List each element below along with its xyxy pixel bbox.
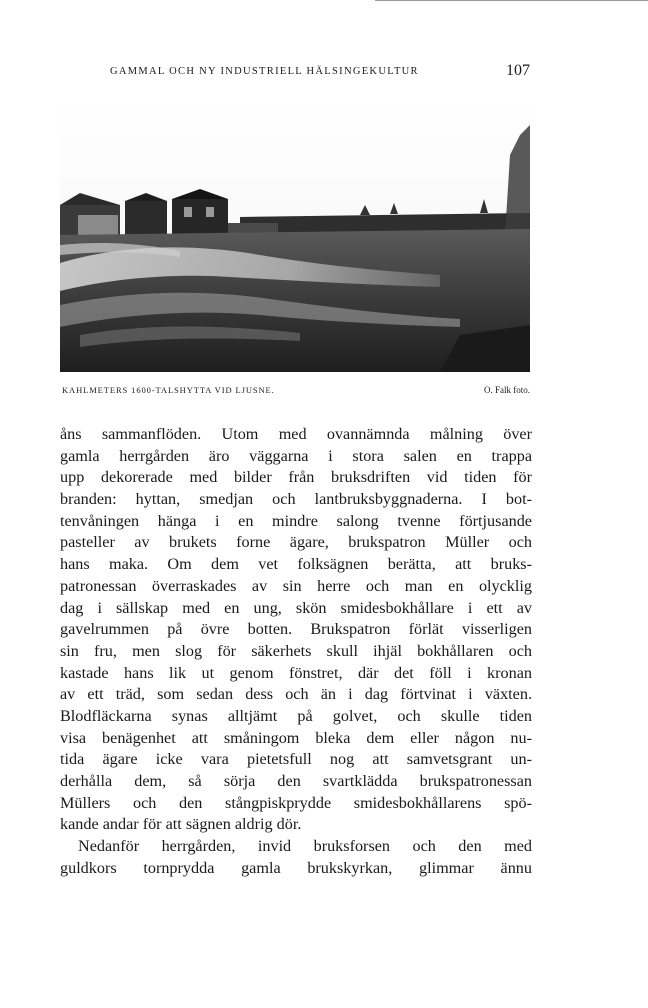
text-line: hans maka. Om dem vet folksägnen berätta, att bruks- [60, 555, 532, 574]
top-edge-rule [375, 0, 648, 1]
text-line: gavelrummen på övre botten. Brukspatron förlät visserligen [60, 620, 532, 639]
running-header [62, 62, 530, 82]
text-line: åns sammanflöden. Utom med ovannämnda målning över [60, 425, 532, 443]
running-title: GAMMAL OCH NY INDUSTRIELL HÄLSINGEKULTUR [110, 66, 419, 77]
text-line: pasteller av brukets forne ägare, brukspatron Müller och [60, 533, 532, 552]
photograph-image [60, 95, 530, 372]
text-line: dag i sällskap med en ung, skön smidesbokhållare i ett av [60, 598, 532, 617]
text-line: kastade hans lik ut genom fönstret, där det föll i kronan [60, 663, 532, 682]
text-line: Blodfläckarna synas alltjämt på golvet, och skulle tiden [60, 706, 532, 725]
page-number: 107 [506, 62, 530, 79]
text-line: kande andar för att sägnen aldrig dör. [60, 815, 302, 834]
text-line: tida ägare icke vara pietetsfull nog att samvetsgrant un- [60, 750, 532, 769]
text-line: Müllers och den stångpiskprydde smidesbokhållarens spö- [60, 793, 532, 812]
photograph-smelter-at-rapids [60, 95, 530, 372]
caption-title: KAHLMETERS 1600-TALSHYTTA VID LJUSNE. [62, 385, 275, 395]
text-line: av ett träd, som sedan dess och än i dag förtvinat i växten. [60, 685, 532, 704]
photo-credit: O. Falk foto. [484, 385, 530, 395]
text-line: upp dekorerade med bilder från bruksdriften vid tiden för [60, 468, 532, 487]
text-line: derhålla dem, så sörja den svartklädda brukspatronessan [60, 772, 532, 790]
text-line: gamla herrgården äro väggarna i stora salen en trappa [60, 446, 532, 465]
text-line: Nedanför herrgården, invid bruksforsen och den med [78, 837, 532, 856]
figure-caption [62, 385, 530, 399]
text-line: guldkors tornprydda gamla brukskyrkan, glimmar ännu [60, 858, 532, 877]
text-line: branden: hyttan, smedjan och lantbruksbyggnaderna. I bot- [60, 490, 532, 509]
text-line: visa benägenhet att småningom bleka dem eller någon nu- [60, 728, 532, 747]
text-line: tenvåningen hänga i en mindre salong tvenne förtjusande [60, 511, 532, 530]
text-line: patronessan överraskades av sin herre och man en olycklig [60, 576, 532, 595]
body-text [60, 424, 532, 879]
text-line: sin fru, men slog för säkerhets skull ihjäl bokhållaren och [60, 641, 532, 660]
